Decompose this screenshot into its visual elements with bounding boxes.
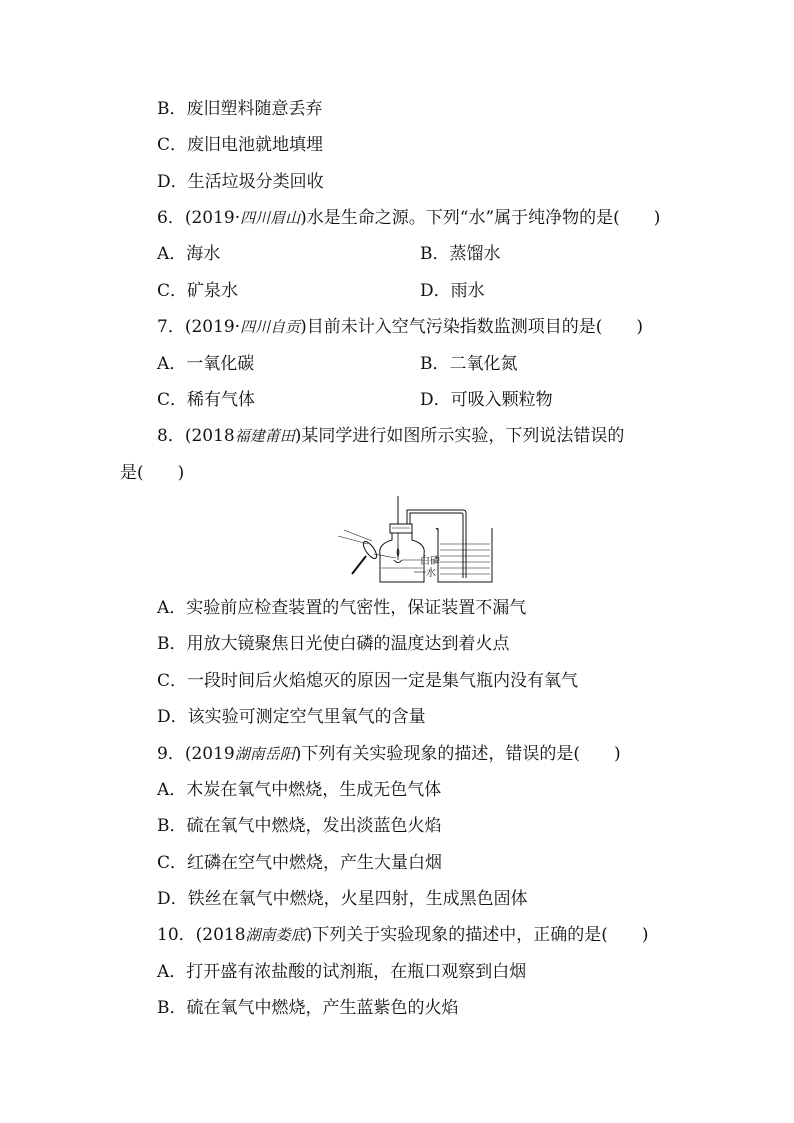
q8-stem-continuation: 是( ) (120, 463, 185, 483)
source-close: ) (305, 925, 313, 945)
question-text: 下列有关实验现象的描述，错误的是( ) (301, 744, 621, 764)
option-text: 铁丝在氧气中燃烧，火星四射，生成黑色固体 (187, 889, 528, 909)
q9-option-d (157, 887, 528, 911)
question-number: 9． (157, 744, 185, 764)
q10-option-b (157, 996, 459, 1020)
source-close: ) (294, 426, 302, 446)
q6-option-d (420, 279, 485, 303)
option-text: 木炭在氧气中燃烧，生成无色气体 (186, 780, 442, 800)
option-letter: B． (420, 354, 450, 374)
q10-stem (157, 923, 648, 947)
q7-option-d (420, 388, 553, 412)
q7-option-b (420, 352, 518, 376)
option-text: 稀有气体 (187, 390, 256, 410)
option-letter: A． (157, 962, 187, 982)
option-letter: C． (157, 135, 188, 155)
source-close: ) (294, 744, 302, 764)
option-text: 红磷在空气中燃烧，产生大量白烟 (187, 853, 443, 873)
q8-option-c (157, 669, 578, 693)
q7-stem (157, 315, 643, 339)
q5-option-b (157, 97, 323, 121)
option-text: 用放大镜聚焦日光使白磷的温度达到着火点 (186, 634, 510, 654)
option-text: 二氧化氮 (449, 354, 518, 374)
q8-option-a (157, 596, 526, 620)
q5-option-d (157, 170, 324, 194)
option-letter: A． (157, 780, 187, 800)
question-text: 某同学进行如图所示实验，下列说法错误的 (301, 426, 625, 446)
option-letter: D． (157, 707, 188, 727)
option-letter: A． (157, 354, 187, 374)
source-open: ( (184, 317, 192, 337)
option-letter: D． (420, 390, 451, 410)
q9-option-c (157, 851, 442, 875)
source-close: ) (300, 208, 307, 228)
option-text: 蒸馏水 (449, 244, 501, 264)
option-text: 可吸入颗粒物 (450, 390, 553, 410)
option-letter: D． (157, 889, 188, 909)
option-text: 矿泉水 (187, 281, 239, 301)
source-region: 四川眉山 (240, 209, 301, 227)
question-text: 目前未计入空气污染指数监测项目的是( ) (306, 317, 644, 337)
sunlight-ray (344, 530, 372, 541)
question-text: 下列关于实验现象的描述中，正确的是( ) (312, 925, 649, 945)
q7-option-a (157, 354, 254, 374)
source-year: 2019 (191, 744, 235, 764)
option-letter: B． (420, 244, 450, 264)
question-number: 10． (157, 925, 196, 945)
q8-option-d (157, 705, 426, 729)
option-text: 废旧塑料随意丢弃 (186, 99, 323, 119)
source-close: ) (300, 317, 307, 337)
option-text: 一段时间后火焰熄灭的原因一定是集气瓶内没有氧气 (187, 671, 579, 691)
option-letter: B． (157, 99, 187, 119)
apparatus-diagram (334, 494, 494, 586)
source-open: ( (195, 925, 203, 945)
q9-stem (157, 742, 621, 766)
option-letter: D． (420, 281, 451, 301)
q9-option-b (157, 814, 442, 838)
option-text: 废旧电池就地填埋 (187, 135, 324, 155)
option-letter: D． (157, 172, 188, 192)
q10-option-a (157, 960, 526, 984)
source-open: ( (184, 744, 192, 764)
sunlight-ray (338, 536, 368, 544)
burning-spoon (394, 560, 402, 563)
q8-stem (157, 424, 624, 448)
option-text: 该实验可测定空气里氧气的含量 (187, 707, 426, 727)
option-letter: A． (157, 244, 187, 264)
source-year: 2019· (191, 208, 241, 228)
source-region: 湖南岳阳 (234, 745, 295, 763)
source-region: 福建莆田 (234, 427, 295, 445)
q7-options-row-1 (157, 352, 518, 376)
source-year: 2018 (191, 426, 235, 446)
q7-options-row-2 (157, 388, 553, 412)
question-text: 水是生命之源。下列“水”属于纯净物的是( ) (306, 208, 661, 228)
q5-option-c (157, 133, 323, 157)
label-water: 水 (426, 568, 436, 579)
option-letter: A． (157, 598, 187, 618)
option-letter: C． (157, 671, 188, 691)
option-letter: C． (157, 853, 188, 873)
question-number: 6． (157, 208, 185, 228)
q8-option-b (157, 632, 510, 656)
option-text: 一氧化碳 (186, 354, 255, 374)
q9-option-a (157, 778, 441, 802)
source-open: ( (184, 426, 192, 446)
option-letter: C． (157, 390, 188, 410)
source-year: 2018 (202, 925, 246, 945)
gas-collecting-bottle (380, 533, 425, 582)
q6-options-row-2 (157, 279, 485, 303)
experiment-apparatus-figure (334, 494, 494, 586)
option-letter: B． (157, 816, 187, 836)
option-text: 雨水 (450, 281, 485, 301)
q6-stem (157, 206, 660, 230)
question-number: 7． (157, 317, 185, 337)
question-number: 8． (157, 426, 185, 446)
option-letter: B． (157, 998, 187, 1018)
source-open: ( (184, 208, 192, 228)
option-text: 硫在氧气中燃烧，产生蓝紫色的火焰 (186, 998, 459, 1018)
option-letter: B． (157, 634, 187, 654)
rubber-stopper (390, 524, 412, 533)
q6-options-row-1 (157, 242, 501, 266)
label-white-phosphorus: 白磷 (420, 556, 440, 567)
q7-option-c (157, 390, 255, 410)
option-text: 海水 (186, 244, 221, 264)
q6-option-c (157, 281, 238, 301)
q6-option-b (420, 242, 501, 266)
source-region: 四川自贡 (240, 318, 301, 336)
option-text: 实验前应检查装置的气密性，保证装置不漏气 (186, 598, 527, 618)
source-region: 湖南娄底 (245, 926, 306, 944)
option-text: 硫在氧气中燃烧，发出淡蓝色火焰 (186, 816, 442, 836)
option-letter: C． (157, 281, 188, 301)
option-text: 生活垃圾分类回收 (187, 172, 324, 192)
magnifier-handle (352, 556, 366, 574)
option-text: 打开盛有浓盐酸的试剂瓶，在瓶口观察到白烟 (186, 962, 527, 982)
source-year: 2019· (191, 317, 241, 337)
q6-option-a (157, 244, 220, 264)
